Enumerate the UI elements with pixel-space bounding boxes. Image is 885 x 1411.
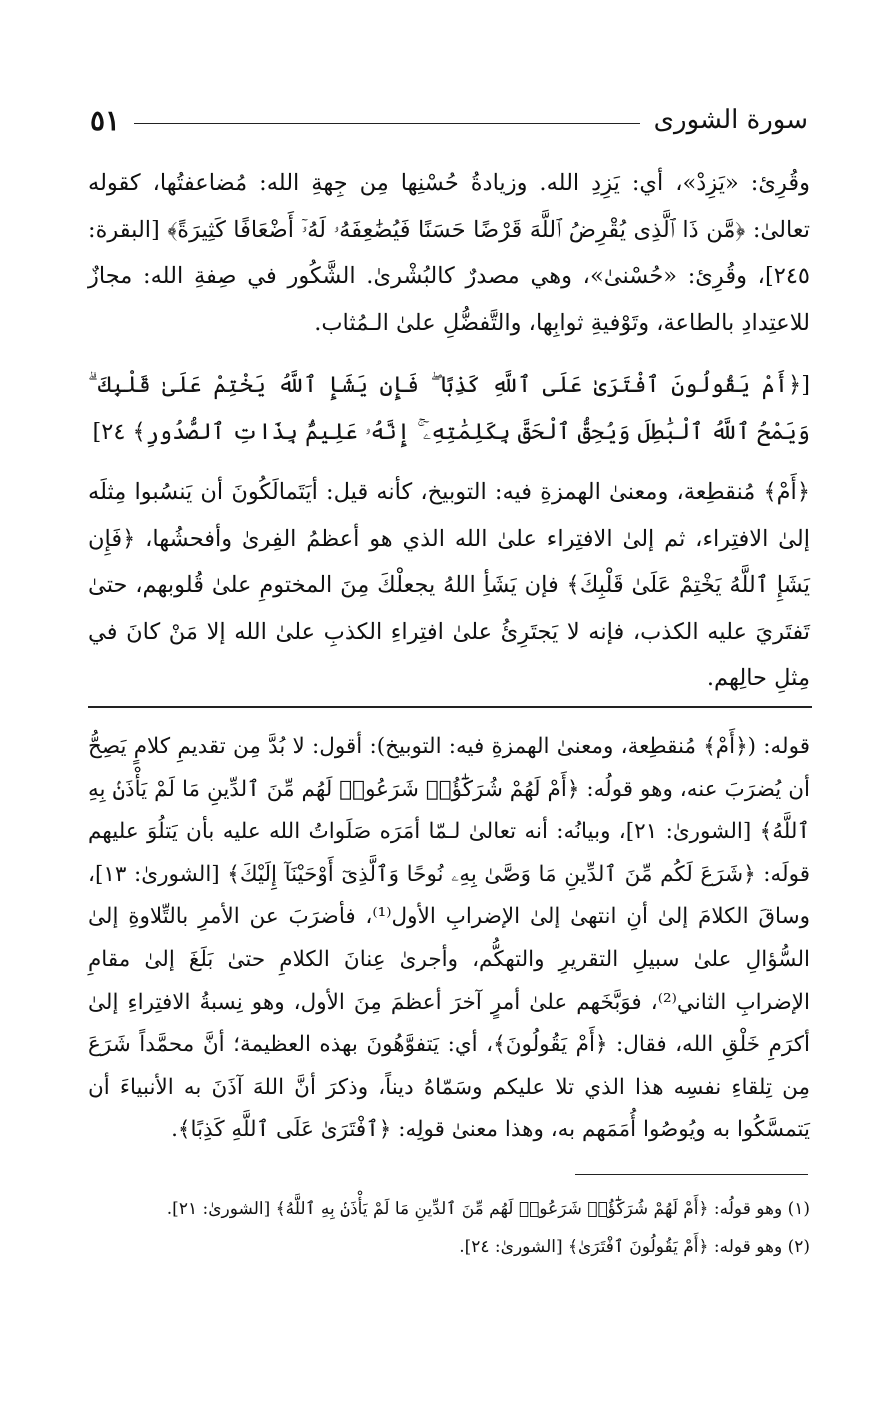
- header-rule: [134, 123, 640, 124]
- main-text: [88, 160, 810, 702]
- footnote-1: (١) وهو قولُه: ﴿أَمْ لَهُمْ شُرَكَٰٓؤُا۟ شَرَعُوا۟ لَهُم مِّنَ ٱلدِّينِ مَا لَمْ يَأْذَنۢ بِهِ ٱللَّهُ﴾ [الشورىٰ: ٢١].: [166, 1199, 810, 1219]
- text-divider: [88, 706, 812, 708]
- page-number: ٥١: [90, 103, 121, 137]
- footnote-rule: [575, 1174, 808, 1175]
- footnote-2: (٢) وهو قوله: ﴿أَمْ يَقُولُونَ ٱفْتَرَىٰ﴾ [الشورىٰ: ٢٤].: [459, 1237, 810, 1257]
- commentary-paragraph: قوله: (﴿أَمْ﴾ مُنقطِعة، ومعنىٰ الهمزةِ فيه: التوبيخ): أقول: لا بُدَّ مِن تقديمِ كلامٍ يَصِحُّ أن يُضرَبَ عنه، وهو قولُه: ﴿أَمْ لَهُمْ شُرَكَٰٓؤُا۟ شَرَعُوا۟ لَهُم مِّنَ ٱلدِّينِ مَا لَمْ يَأْذَنۢ بِهِ ٱللَّهُ﴾ [الشورىٰ: ٢١]، وبيانُه: أنه تعالىٰ لـمّا أمَرَه صَلَواتُ الله عليه بأن يَتلُوَ عليهم قولَه: ﴿شَرَعَ لَكُم مِّنَ ٱلدِّينِ مَا وَصَّىٰ بِهِۦ نُوحًا وَٱلَّذِىٓ أَوْحَيْنَآ إِلَيْكَ﴾ [الشورىٰ: ١٣]، وساقَ الكلامَ إلىٰ أنِ انتهىٰ إلىٰ الإضرابِ الأول⁽¹⁾، فأضرَبَ عن الأمرِ بالتِّلاوةِ إلىٰ السُّؤالِ علىٰ سبيلِ التقريرِ والتهكُّم، وأجرىٰ عِنانَ الكلامِ حتىٰ بَلَغَ إلىٰ مقامِ الإضرابِ الثاني⁽²⁾، فوَبَّخَهم علىٰ أمرٍ آخرَ أعظمَ مِنَ الأول، وهو نِسبةُ الافتِراءِ إلىٰ أكرَمِ خَلْقِ الله، فقال: ﴿أَمْ يَقُولُونَ﴾، أي: يَتفوَّهُونَ بهذه العظيمة؛ أنَّ محمَّداً شَرَعَ مِن تِلقاءِ نفسِه هذا الذي تلا عليكم وسَمّاهُ ديناً، وذكرَ أنَّ اللهَ آذَنَ به الأنبياءَ أن يَتمسَّكُوا به ويُوصُوا أُمَمَهم به، وهذا معنىٰ قولِه: ﴿ٱفْتَرَىٰ عَلَى ٱللَّهِ كَذِبًا﴾.: [88, 734, 810, 1143]
- commentary-text: [88, 726, 810, 1152]
- main-paragraph-2: ﴿أَمْ﴾ مُنقطِعة، ومعنىٰ الهمزةِ فيه: التوبيخ، كأنه قيل: أيَتَمالَكُونَ أن يَنسُبوا مِثلَه إلىٰ الافتِراء، ثم إلىٰ الافتِراء علىٰ الله الذي هو أعظمُ الفِرىٰ وأفحشُها، ﴿فَإِن يَشَإِ ٱللَّهُ يَخْتِمْ عَلَىٰ قَلْبِكَ﴾ فإن يَشَأِ اللهُ يجعلْكَ مِنَ المختومِ علىٰ قُلوبهم، حتىٰ تَفتَريَ عليه الكذب، فإنه لا يَجتَرِئُ علىٰ افتِراءِ الكذبِ علىٰ الله إلا مَنْ كانَ في مِثلِ حالِهم.: [88, 479, 810, 691]
- footnotes: [88, 1190, 810, 1266]
- page-header: [90, 100, 808, 140]
- main-paragraph-1: وقُرِئ: «يَزِدْ»، أي: يَزِدِ الله. وزيادةُ حُسْنِها مِن جِهةِ الله: مُضاعفتُها، كقوله تعالىٰ: ﴿مَّن ذَا ٱلَّذِى يُقْرِضُ ٱللَّهَ قَرْضًا حَسَنًا فَيُضَٰعِفَهُۥ لَهُۥٓ أَضْعَافًا كَثِيرَةً﴾ [البقرة: ٢٤٥]، وقُرِئ: «حُسْنىٰ»، وهي مصدرٌ كالبُشْرىٰ. الشَّكُور في صِفةِ الله: مجازٌ للاعتِدادِ بالطاعة، وتَوْفيةِ ثوابِها، والتَّفضُّلِ علىٰ الـمُثاب.: [88, 170, 810, 336]
- surah-title: سورة الشورى: [653, 105, 808, 135]
- quran-verse: [﴿أَمْ يَقُولُونَ ٱفْتَرَىٰ عَلَى ٱللَّهِ كَذِبًا ۖ فَإِن يَشَإِ ٱللَّهُ يَخْتِمْ عَلَىٰ قَلْبِكَ ۗ وَيَمْحُ ٱللَّهُ ٱلْبَٰطِلَ وَيُحِقُّ ٱلْحَقَّ بِكَلِمَٰتِهِۦٓ ۚ إِنَّهُۥ عَلِيمٌۢ بِذَاتِ ٱلصُّدُورِ﴾ ٢٤]: [88, 372, 810, 445]
